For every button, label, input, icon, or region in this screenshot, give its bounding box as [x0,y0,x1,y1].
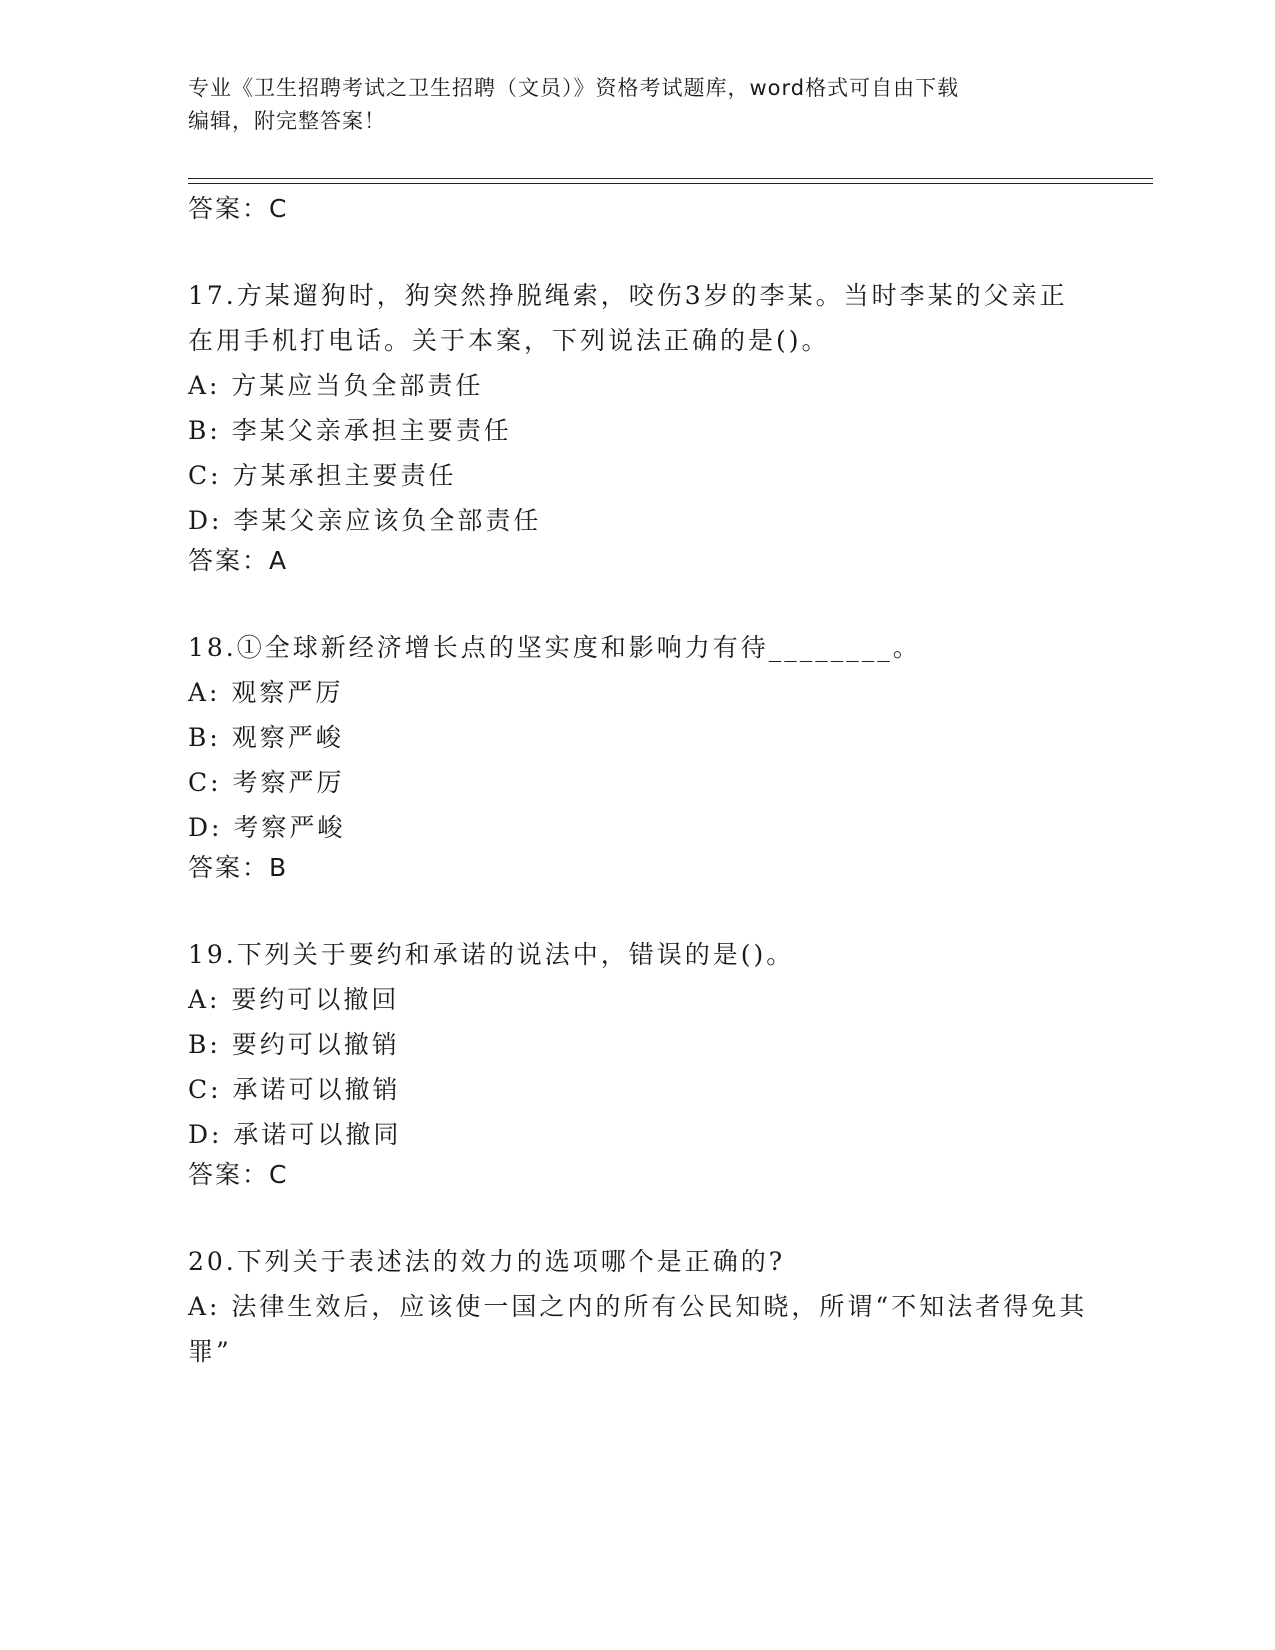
question-block [188,932,1153,1191]
question-block [188,1239,1153,1374]
question-stem: 17.方某遛狗时，狗突然挣脱绳索，咬伤3岁的李某。当时李某的父亲正在用手机打电话。关于本案，下列说法正确的是()。 [188,281,1068,355]
option-c: C: 承诺可以撤销 [188,1075,401,1104]
question-block [188,625,1153,884]
question-stem: 19.下列关于要约和承诺的说法中，错误的是()。 [188,940,795,969]
option-d: D: 承诺可以撤同 [188,1120,402,1149]
answer-label: 答案： [188,1160,270,1189]
option-b: B: 观察严峻 [188,723,344,752]
answer-label: 答案： [188,853,270,882]
header-line-1: 专业《卫生招聘考试之卫生招聘（文员）》资格考试题库，word格式可自由下载 [188,76,960,100]
option-d: D: 李某父亲应该负全部责任 [188,506,542,535]
option-c: C: 考察严厉 [188,768,345,797]
answer-line [188,193,1153,225]
option-a: A: 方某应当负全部责任 [188,371,484,400]
answer-label: 答案： [188,546,270,575]
option-a: A: 观察严厉 [188,678,344,707]
document-header [188,72,1068,138]
option-a: A: 法律生效后，应该使一国之内的所有公民知晓，所谓“不知法者得免其罪” [188,1292,1088,1366]
question-stem: 18.①全球新经济增长点的坚实度和影响力有待________。 [188,633,921,662]
option-b: B: 李某父亲承担主要责任 [188,416,512,445]
question-list [188,193,1153,1374]
header-line-2: 编辑，附完整答案！ [188,109,386,133]
answer-label: 答案： [188,194,270,223]
answer-value: C [269,1160,287,1189]
option-d: D: 考察严峻 [188,813,346,842]
answer-value: C [269,194,287,223]
answer-line [188,852,1153,884]
header-divider [188,178,1153,184]
option-b: B: 要约可以撤销 [188,1030,400,1059]
answer-line [188,1159,1153,1191]
option-a: A: 要约可以撤回 [188,985,400,1014]
question-stem: 20.下列关于表述法的效力的选项哪个是正确的? [188,1247,786,1276]
answer-line [188,545,1153,577]
answer-value: B [269,853,287,882]
answer-value: A [269,546,287,575]
question-block [188,273,1153,577]
option-c: C: 方某承担主要责任 [188,461,457,490]
